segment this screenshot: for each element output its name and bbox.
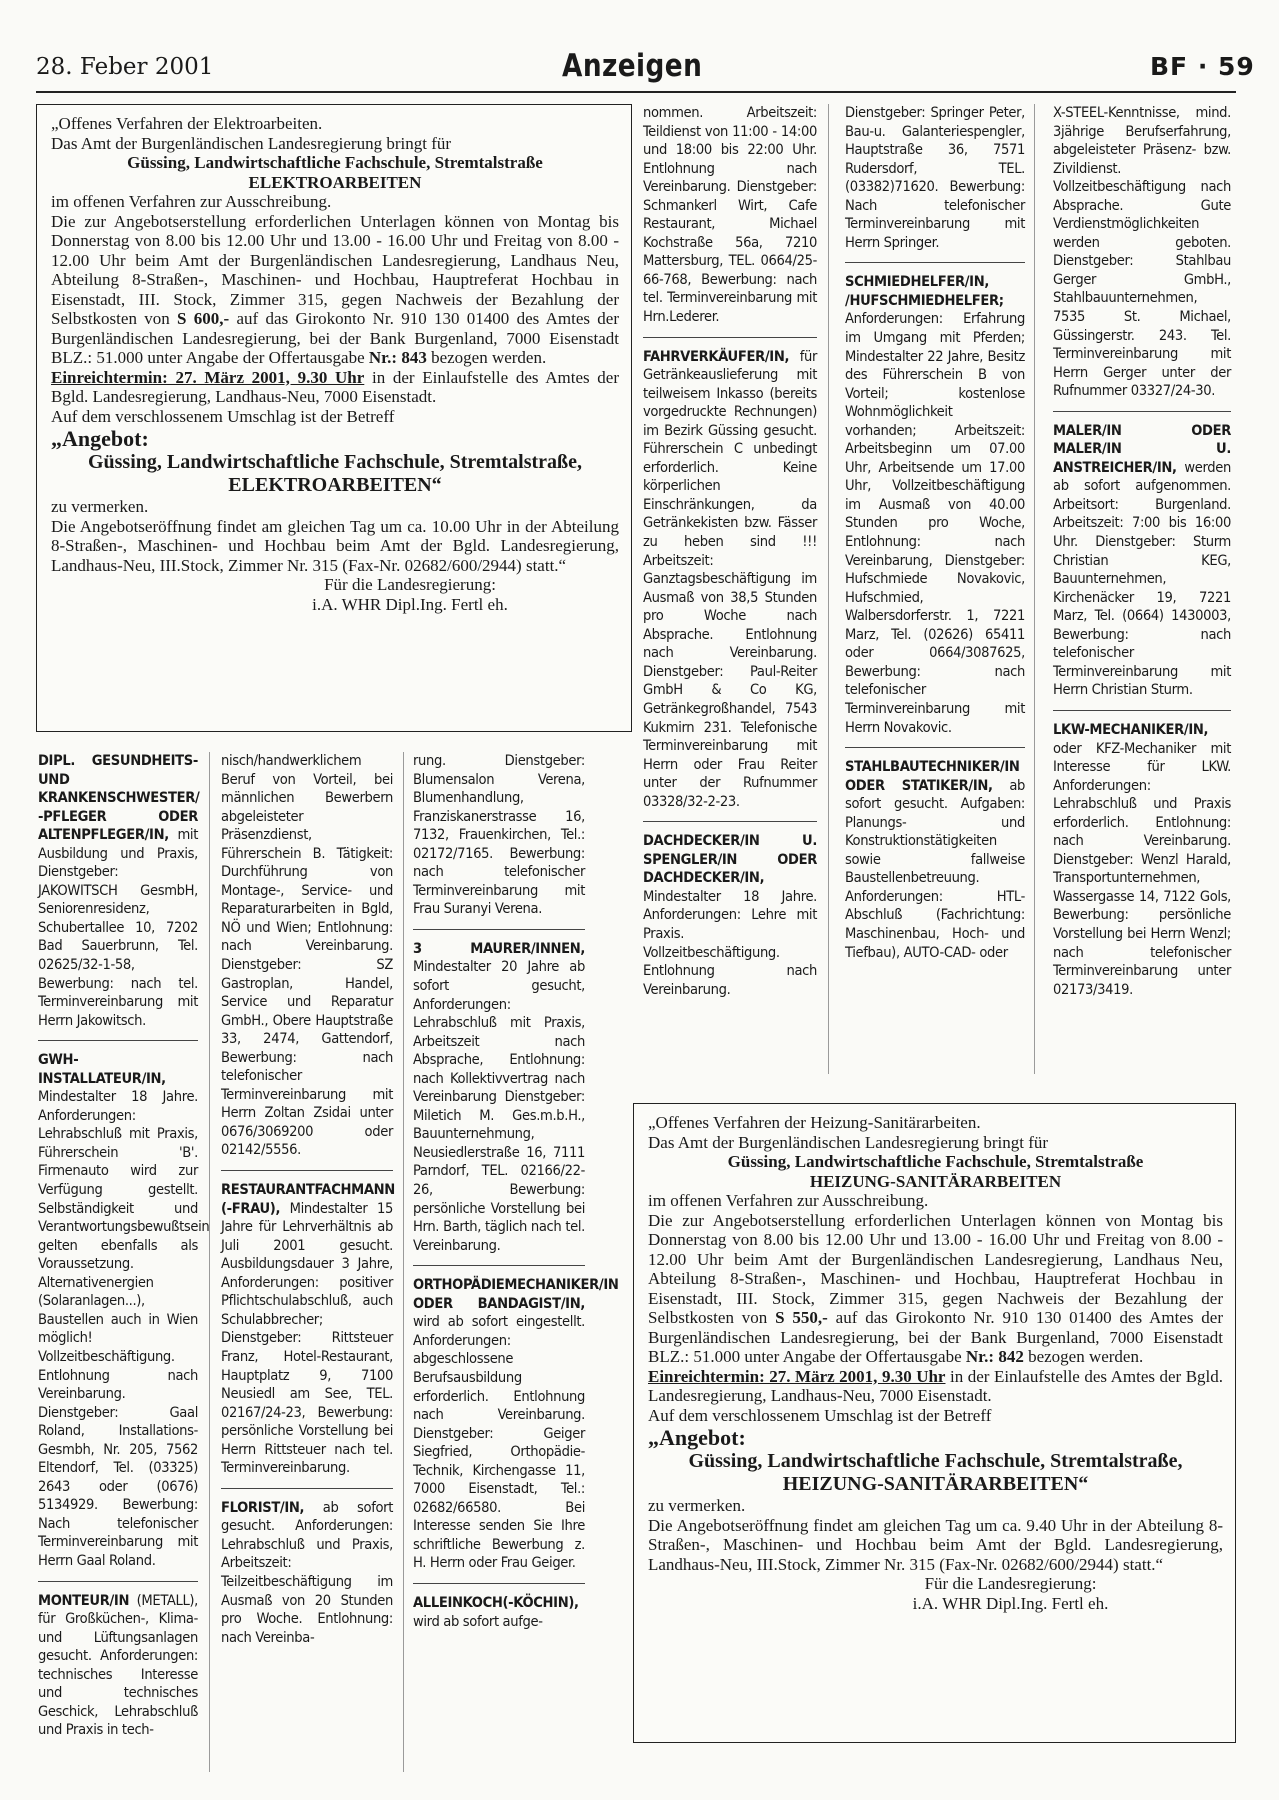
job-ad [38, 1592, 198, 1740]
notice-subject: Güssing, Landwirtschaftliche Fachschule, Stremtalstraße, [87, 451, 583, 473]
ad-separator [413, 1583, 585, 1584]
job-ad [845, 104, 1025, 252]
notice-paragraph: Einreichtermin: 27. März 2001, 9.30 Uhr in der Einlaufstelle des Amtes der Bgld. Landesregierung, Landhaus-Neu, 7000 Eisenstadt. [51, 367, 619, 406]
job-ad [413, 752, 585, 919]
notice-subject-heading: „Angebot: [648, 1425, 746, 1450]
ads-column-5 [845, 104, 1025, 1079]
job-ad [413, 940, 585, 1255]
job-title: GWH-INSTALLATEUR/IN, [38, 1051, 166, 1087]
column-divider [209, 752, 210, 1772]
job-ad [221, 1499, 393, 1647]
job-description: wird ab sofort eingestellt. Anforderungen: abgeschlossene Berufsausbildung erforderlich. Entlohnung nach Vereinbarung. Dienstgeber: Geiger Siegfried, Orthopädie-Technik, Kirchengasse 11, 7000 Eisenstadt, Tel.: 02682/66580. Bei Interesse senden Sie Ihre schriftliche Bewerbung z. H. Herrn oder Frau Geiger. [413, 1313, 585, 1572]
job-title: 3 MAURER/INNEN, [413, 939, 585, 957]
notice-paragraph: im offenen Verfahren zur Ausschreibung. [648, 1191, 929, 1210]
notice-paragraph: zu vermerken. [648, 1496, 746, 1515]
notice-line: „Offenes Verfahren der Elektroarbeiten. [51, 114, 323, 133]
job-title: ALLEINKOCH(-KÖCHIN), [413, 1593, 579, 1611]
notice-paragraph: Die Angebotseröffnung findet am gleichen Tag um ca. 9.40 Uhr in der Abteilung 8-Straßen-, Maschinen- und Hochbau beim Amt der Bgld. Landesregierung, Landhaus-Neu, III.Stock, Zimmer Nr. 315 (Fax-Nr. 02682/600/2944) statt.“ [648, 1515, 1223, 1574]
ad-separator [38, 1581, 198, 1582]
section-title: Anzeigen [562, 48, 703, 84]
job-title: MONTEUR/IN [38, 1591, 130, 1609]
notice-paragraph: Die zur Angebotserstellung erforderlichen Unterlagen können von Montag bis Donnerstag von 8.00 bis 12.00 Uhr und 13.00 - 16.00 Uhr und Freitag von 8.00 - 12.00 Uhr beim Amt der Burgenländischen Landesregierung, Landhaus Neu, Abteilung 8-Straßen-, Maschinen- und Hochbau, Hauptreferat Hochbau in Eisenstadt, III. Stock, Zimmer 315, gegen Nachweis der Bezahlung der Selbstkosten von S 550,- auf das Girokonto Nr. 910 130 01400 des Amtes der Burgenländischen Landesregierung, bei der Bank Burgenland, 7000 Eisenstadt BLZ.: 51.000 unter Angabe der Offertausgabe Nr.: 842 bezogen werden. [648, 1210, 1223, 1366]
job-title: RESTAURANTFACHMANN (-FRAU), [221, 1181, 395, 1217]
notice-fee: S 550,- [775, 1308, 828, 1327]
notice-signature-name: i.A. WHR Dipl.Ing. Fertl eh. [912, 1593, 1109, 1613]
job-ad [38, 1051, 210, 1570]
job-ad [413, 1594, 585, 1631]
notice-paragraph: Einreichtermin: 27. März 2001, 9.30 Uhr in der Einlaufstelle des Amtes der Bgld. Landesregierung, Landhaus-Neu, 7000 Eisenstadt. [648, 1366, 1224, 1405]
job-ad [643, 832, 817, 999]
ads-column-4 [643, 104, 817, 1079]
job-description: werden ab sofort aufgenommen. Arbeitsort: Burgenland. Arbeitszeit: 7:00 bis 16:00 Uhr. Dienstgeber: Sturm Christian KEG, Bauunternehmen, Kirchenäcker 19, 7221 Marz, Tel. (0664) 1430003, Bewerbung: nach telefonischer Terminvereinbarung mit Herrn Christian Sturm. [1053, 458, 1231, 699]
job-ad [38, 752, 198, 1030]
job-title: SCHMIEDHELFER/IN, /HUFSCHMIEDHELFER; [845, 273, 1004, 309]
job-ad [1053, 104, 1231, 401]
job-description: wird ab sofort aufge- [413, 1612, 543, 1630]
ad-separator [413, 1265, 585, 1266]
job-description: Anforderungen: Erfahrung im Umgang mit Pferden; Mindestalter 22 Jahre, Besitz des Führerschein B von Vorteil; kostenlose Wohnmöglichkeit vorhanden; Arbeitszeit: Arbeitsbeginn um 07.00 Uhr, Arbeitsende um 17.00 Uhr, Vollzeitbeschäftigung im Ausmaß von 40.00 Stunden pro Woche, Entlohnung: nach Vereinbarung, Dienstgeber: Hufschmiede Novakovic, Hufschmied, Walbersdorferstr. 1, 7221 Marz, Tel. (02626) 65411 oder 0664/3087625, Bewerbung: nach telefonischer Terminvereinbarung mit Herrn Novakovic. [845, 310, 1025, 736]
job-ad [413, 1276, 619, 1573]
notice-paragraph: Auf dem verschlossenem Umschlag ist der Betreff [51, 406, 395, 426]
notice-line: „Offenes Verfahren der Heizung-Sanitärarbeiten. [648, 1113, 981, 1132]
ad-separator [845, 262, 1025, 263]
ad-separator [845, 747, 1025, 748]
column-divider [1034, 104, 1035, 1074]
ad-separator [221, 1488, 393, 1489]
notice-subject-work: ELEKTROARBEITEN“ [228, 474, 442, 496]
notice-line: Das Amt der Burgenländischen Landesregierung bringt für [648, 1132, 1049, 1152]
notice-signature: Für die Landesregierung: [324, 575, 496, 594]
job-description: Mindestalter 18 Jahre. Anforderungen: Lehrabschluß mit Praxis, Führerschein 'B'. Firmenauto wird zur Verfügung gestellt. Selbständigkeit und Verantwortungsbewußtsein gelten ebenfalls als Voraussetzung. Alternativenergien (Solaranlagen...), Baustellen auch in Wien möglich! Vollzeitbeschäftigung. Entlohnung nach Vereinbarung. Dienstgeber: Gaal Roland, Installations-Gesmbh, Nr. 205, 7562 Eltendorf, Tel. (03325) 2643 oder (0676) 5134929. Bewerbung: Nach telefonischer Terminvereinbarung mit Herrn Gaal Roland. [38, 1088, 210, 1569]
job-description: Mindestalter 18 Jahre. Anforderungen: Lehre mit Praxis. Vollzeitbeschäftigung. Entlohnung nach Vereinbarung. [643, 887, 817, 998]
notice-paragraph: Die zur Angebotserstellung erforderlichen Unterlagen können von Montag bis Donnerstag von 8.00 bis 12.00 Uhr und 13.00 - 16.00 Uhr und Freitag von 8.00 - 12.00 Uhr beim Amt der Burgenländischen Landesregierung, Landhaus Neu, Abteilung 8-Straßen-, Maschinen- und Hochbau, Hauptreferat Hochbau in Eisenstadt, III. Stock, Zimmer 315, gegen Nachweis der Bezahlung der Selbstkosten von S 600,- auf das Girokonto Nr. 910 130 01400 des Amtes der Burgenländischen Landesregierung, bei der Bank Burgenland, 7000 Eisenstadt BLZ.: 51.000 unter Angabe der Offertausgabe Nr.: 843 bezogen werden. [51, 211, 619, 367]
job-title: FAHRVERKÄUFER/IN, [643, 347, 790, 365]
job-description: oder KFZ-Mechaniker mit Interesse für LKW. Anforderungen: Lehrabschluß und Praxis erforderlich. Entlohnung: nach Vereinbarung. Dienstgeber: Wenzl Harald, Transportunternehmen, Wassergasse 14, 7122 Gols, Bewerbung: persönliche Vorstellung bei Herrn Wenzl; nach telefonischer Terminvereinbarung unter 02173/3419. [1053, 739, 1231, 998]
job-description: ab sofort gesucht. Aufgaben: Planungs- und Konstruktionstätigkeiten sowie fallweise Baustellenbetreuung. Anforderungen: HTL-Abschluß (Fachrichtung: Maschinenbau, Hoch- und Tiefbau), AUTO-CAD- oder [845, 776, 1025, 961]
ad-separator [1053, 710, 1231, 711]
job-ad [1053, 721, 1231, 999]
ad-separator [221, 1170, 393, 1171]
notice-paragraph: im offenen Verfahren zur Ausschreibung. [51, 192, 332, 211]
tender-notice-electrical [36, 104, 632, 732]
job-ad [845, 758, 1025, 962]
job-ad [845, 273, 1025, 737]
notice-subject-heading: „Angebot: [51, 426, 149, 451]
ad-separator [413, 929, 585, 930]
notice-paragraph: Die Angebotseröffnung findet am gleichen Tag um ca. 10.00 Uhr in der Abteilung 8-Straßen-, Maschinen- und Hochbau beim Amt der Bgld. Landesregierung, Landhaus-Neu, III.Stock, Zimmer Nr. 315 (Fax-Nr. 02682/600/2944) statt.“ [51, 516, 619, 575]
job-description: Mindestalter 15 Jahre für Lehrverhältnis ab Juli 2001 gesucht. Ausbildungsdauer 3 Jahre, Anforderungen: positiver Pflichtschulabschluß, auch Schulabbrecher; Dienstgeber: Rittsteuer Franz, Hotel-Restaurant, Hauptplatz 9, 7100 Neusiedl am See, TEL. 02167/24-23, Bewerbung: persönliche Vorstellung bei Herrn Rittsteuer nach tel. Terminvereinbarung. [221, 1199, 393, 1477]
notice-location: Güssing, Landwirtschaftliche Fachschule, Stremtalstraße [727, 1152, 1144, 1171]
notice-work-title: HEIZUNG-SANITÄRARBEITEN [809, 1171, 1062, 1191]
ads-column-3 [413, 752, 619, 1777]
issue-date: 28. Feber 2001 [36, 54, 214, 80]
ad-separator [643, 337, 817, 338]
job-title: DACHDECKER/IN U. SPENGLER/IN ODER DACHDECKER/IN, [643, 832, 817, 887]
ad-separator [38, 1040, 198, 1041]
job-description: (METALL), für Großküchen-, Klima- und Lüftungsanlagen gesucht. Anforderungen: technisches Interesse und technisches Geschick, Lehrabschluß und Praxis in tech- [38, 1591, 198, 1739]
job-description: ab sofort gesucht. Anforderungen: Lehrabschluß und Praxis, Arbeitszeit: Teilzeitbeschäftigung im Ausmaß von 20 Stunden pro Woche. Entlohnung: nach Vereinba- [221, 1498, 393, 1646]
notice-subject-work: HEIZUNG-SANITÄRARBEITEN“ [782, 1473, 1089, 1495]
job-description: nommen. Arbeitszeit: Teildienst von 11:00 - 14:00 und 18:00 bis 22:00 Uhr. Entlohnung nach Vereinbarung. Dienstgeber: Schmankerl Wirt, Cafe Restaurant, Michael Kochstraße 56a, 7210 Mattersburg, TEL. 0664/25-66-768, Bewerbung: nach tel. Terminvereinbarung mit Hrn.Lederer. [643, 104, 817, 326]
notice-fee: S 600,- [177, 309, 230, 328]
job-title: DIPL. GESUNDHEITS- UND KRANKENSCHWESTER/ -PFLEGER ODER ALTENPFLEGER/IN, [38, 752, 200, 844]
job-title: MALER/IN ODER MALER/IN U. ANSTREICHER/IN, [1053, 421, 1231, 476]
notice-location: Güssing, Landwirtschaftliche Fachschule, Stremtalstraße [127, 153, 543, 172]
job-title: STAHLBAUTECHNIKER/IN ODER STATIKER/IN, [845, 758, 1020, 794]
notice-paragraph: Auf dem verschlossenem Umschlag ist der Betreff [648, 1405, 992, 1425]
job-description: rung. Dienstgeber: Blumensalon Verena, Blumenhandlung, Franziskanerstrasse 16, 7132, Frauenkirchen, Tel.: 02172/7165. Bewerbung: nach telefonischer Terminvereinbarung mit Frau Suranyi Verena. [413, 752, 585, 918]
job-description: X-STEEL-Kenntnisse, mind. 3jährige Berufserfahrung, abgeleisteter Präsenz- bzw. Zivildienst. Vollzeitbeschäftigung nach Absprache. Gute Verdienstmöglichkeiten werden geboten. Dienstgeber: Stahlbau Gerger GmbH., Stahlbauunternehmen, 7535 St. Michael, Güssingerstr. 243. Tel. Terminvereinbarung mit Herrn Gerger unter der Rufnummer 03327/24-30. [1053, 104, 1231, 400]
job-ad [1053, 422, 1231, 700]
job-title: ORTHOPÄDIEMECHANIKER/IN ODER BANDAGIST/IN, [413, 1276, 619, 1312]
job-ad [643, 104, 817, 327]
job-title: LKW-MECHANIKER/IN, [1053, 720, 1209, 738]
job-description: für Getränkeauslieferung mit teilweisem Inkasso (bereits vorgedruckte Rechnungen) im Bezirk Güssing gesucht. Führerschein C unbedingt erforderlich. Keine körperlichen Einschränkungen, da Getränkekisten bzw. Fässer zu heben sind !!! Arbeitszeit: Ganztagsbeschäftigung im Ausmaß von 38,5 Stunden pro Woche nach Absprache. Entlohnung nach Vereinbarung. Dienstgeber: Paul-Reiter GmbH & Co KG, Getränkegroßhandel, 7543 Kukmirn 231. Telefonische Terminvereinbarung mit Herrn oder Frau Reiter unter der Rufnummer 03328/32-2-23. [643, 347, 817, 810]
column-divider [828, 104, 829, 1074]
notice-subject: Güssing, Landwirtschaftliche Fachschule, Stremtalstraße, [688, 1450, 1183, 1472]
notice-line: Das Amt der Burgenländischen Landesregierung bringt für [51, 133, 452, 153]
notice-work-title: ELEKTROARBEITEN [248, 172, 422, 192]
ad-separator [643, 821, 817, 822]
notice-deadline: Einreichtermin: 27. März 2001, 9.30 Uhr [648, 1366, 946, 1386]
tender-notice-heating [633, 1103, 1236, 1743]
job-title: FLORIST/IN, [221, 1498, 305, 1516]
column-divider [403, 752, 404, 1772]
header-rule [36, 91, 1236, 93]
notice-paragraph: zu vermerken. [51, 497, 149, 516]
notice-deadline: Einreichtermin: 27. März 2001, 9.30 Uhr [51, 367, 365, 387]
ads-column-1 [38, 752, 210, 1777]
notice-signature: Für die Landesregierung: [924, 1574, 1097, 1593]
ad-separator [1053, 411, 1231, 412]
job-ad [221, 752, 393, 1160]
job-ad [643, 348, 817, 812]
job-description: Dienstgeber: Springer Peter, Bau-u. Galanteriespengler, Hauptstraße 36, 7571 Rudersdorf, TEL. (03382)71620. Bewerbung: Nach telefonischer Terminvereinbarung mit Herrn Springer. [845, 104, 1025, 251]
job-description: nisch/handwerklichem Beruf von Vorteil, bei männlichen Bewerbern abgeleisteter Präsenzdienst, Führerschein B. Tätigkeit: Durchführung von Montage-, Service- und Reparaturarbeiten in Bgld, NÖ und Wien; Entlohnung: nach Vereinbarung. Dienstgeber: SZ Gastroplan, Handel, Service und Reparatur GmbH., Obere Hauptstraße 33, 2474, Gattendorf, Bewerbung: nach telefonischer Terminvereinbarung mit Herrn Zoltan Zsidai unter 0676/3069200 oder 02142/5556. [221, 752, 393, 1159]
job-description: Mindestalter 20 Jahre ab sofort gesucht, Anforderungen: Lehrabschluß mit Praxis, Arbeitszeit nach Absprache, Entlohnung: nach Kollektivvertrag nach Vereinbarung Dienstgeber: Miletich M. Ges.m.b.H., Bauunternehmung, Neusiedlerstraße 16, 7111 Parndorf, TEL. 02166/22-26, Bewerbung: persönliche Vorstellung bei Hrn. Barth, täglich nach tel. Vereinbarung. [413, 958, 585, 1254]
notice-signature-name: i.A. WHR Dipl.Ing. Fertl eh. [312, 594, 508, 614]
ads-column-2 [221, 752, 393, 1777]
ads-column-6 [1053, 104, 1231, 1079]
notice-offer-number: 842 [998, 1347, 1024, 1366]
job-description: mit Ausbildung und Praxis, Dienstgeber: JAKOWITSCH GesmbH, Seniorenresidenz, Schubertallee 10, 7202 Bad Sauerbrunn, Tel. 02625/32-1-58, Bewerbung: nach tel. Terminvereinbarung mit Herrn Jakowitsch. [38, 826, 198, 1029]
page-number: BF · 59 [1150, 52, 1255, 81]
job-ad [221, 1181, 393, 1478]
notice-offer-number: 843 [401, 348, 427, 367]
